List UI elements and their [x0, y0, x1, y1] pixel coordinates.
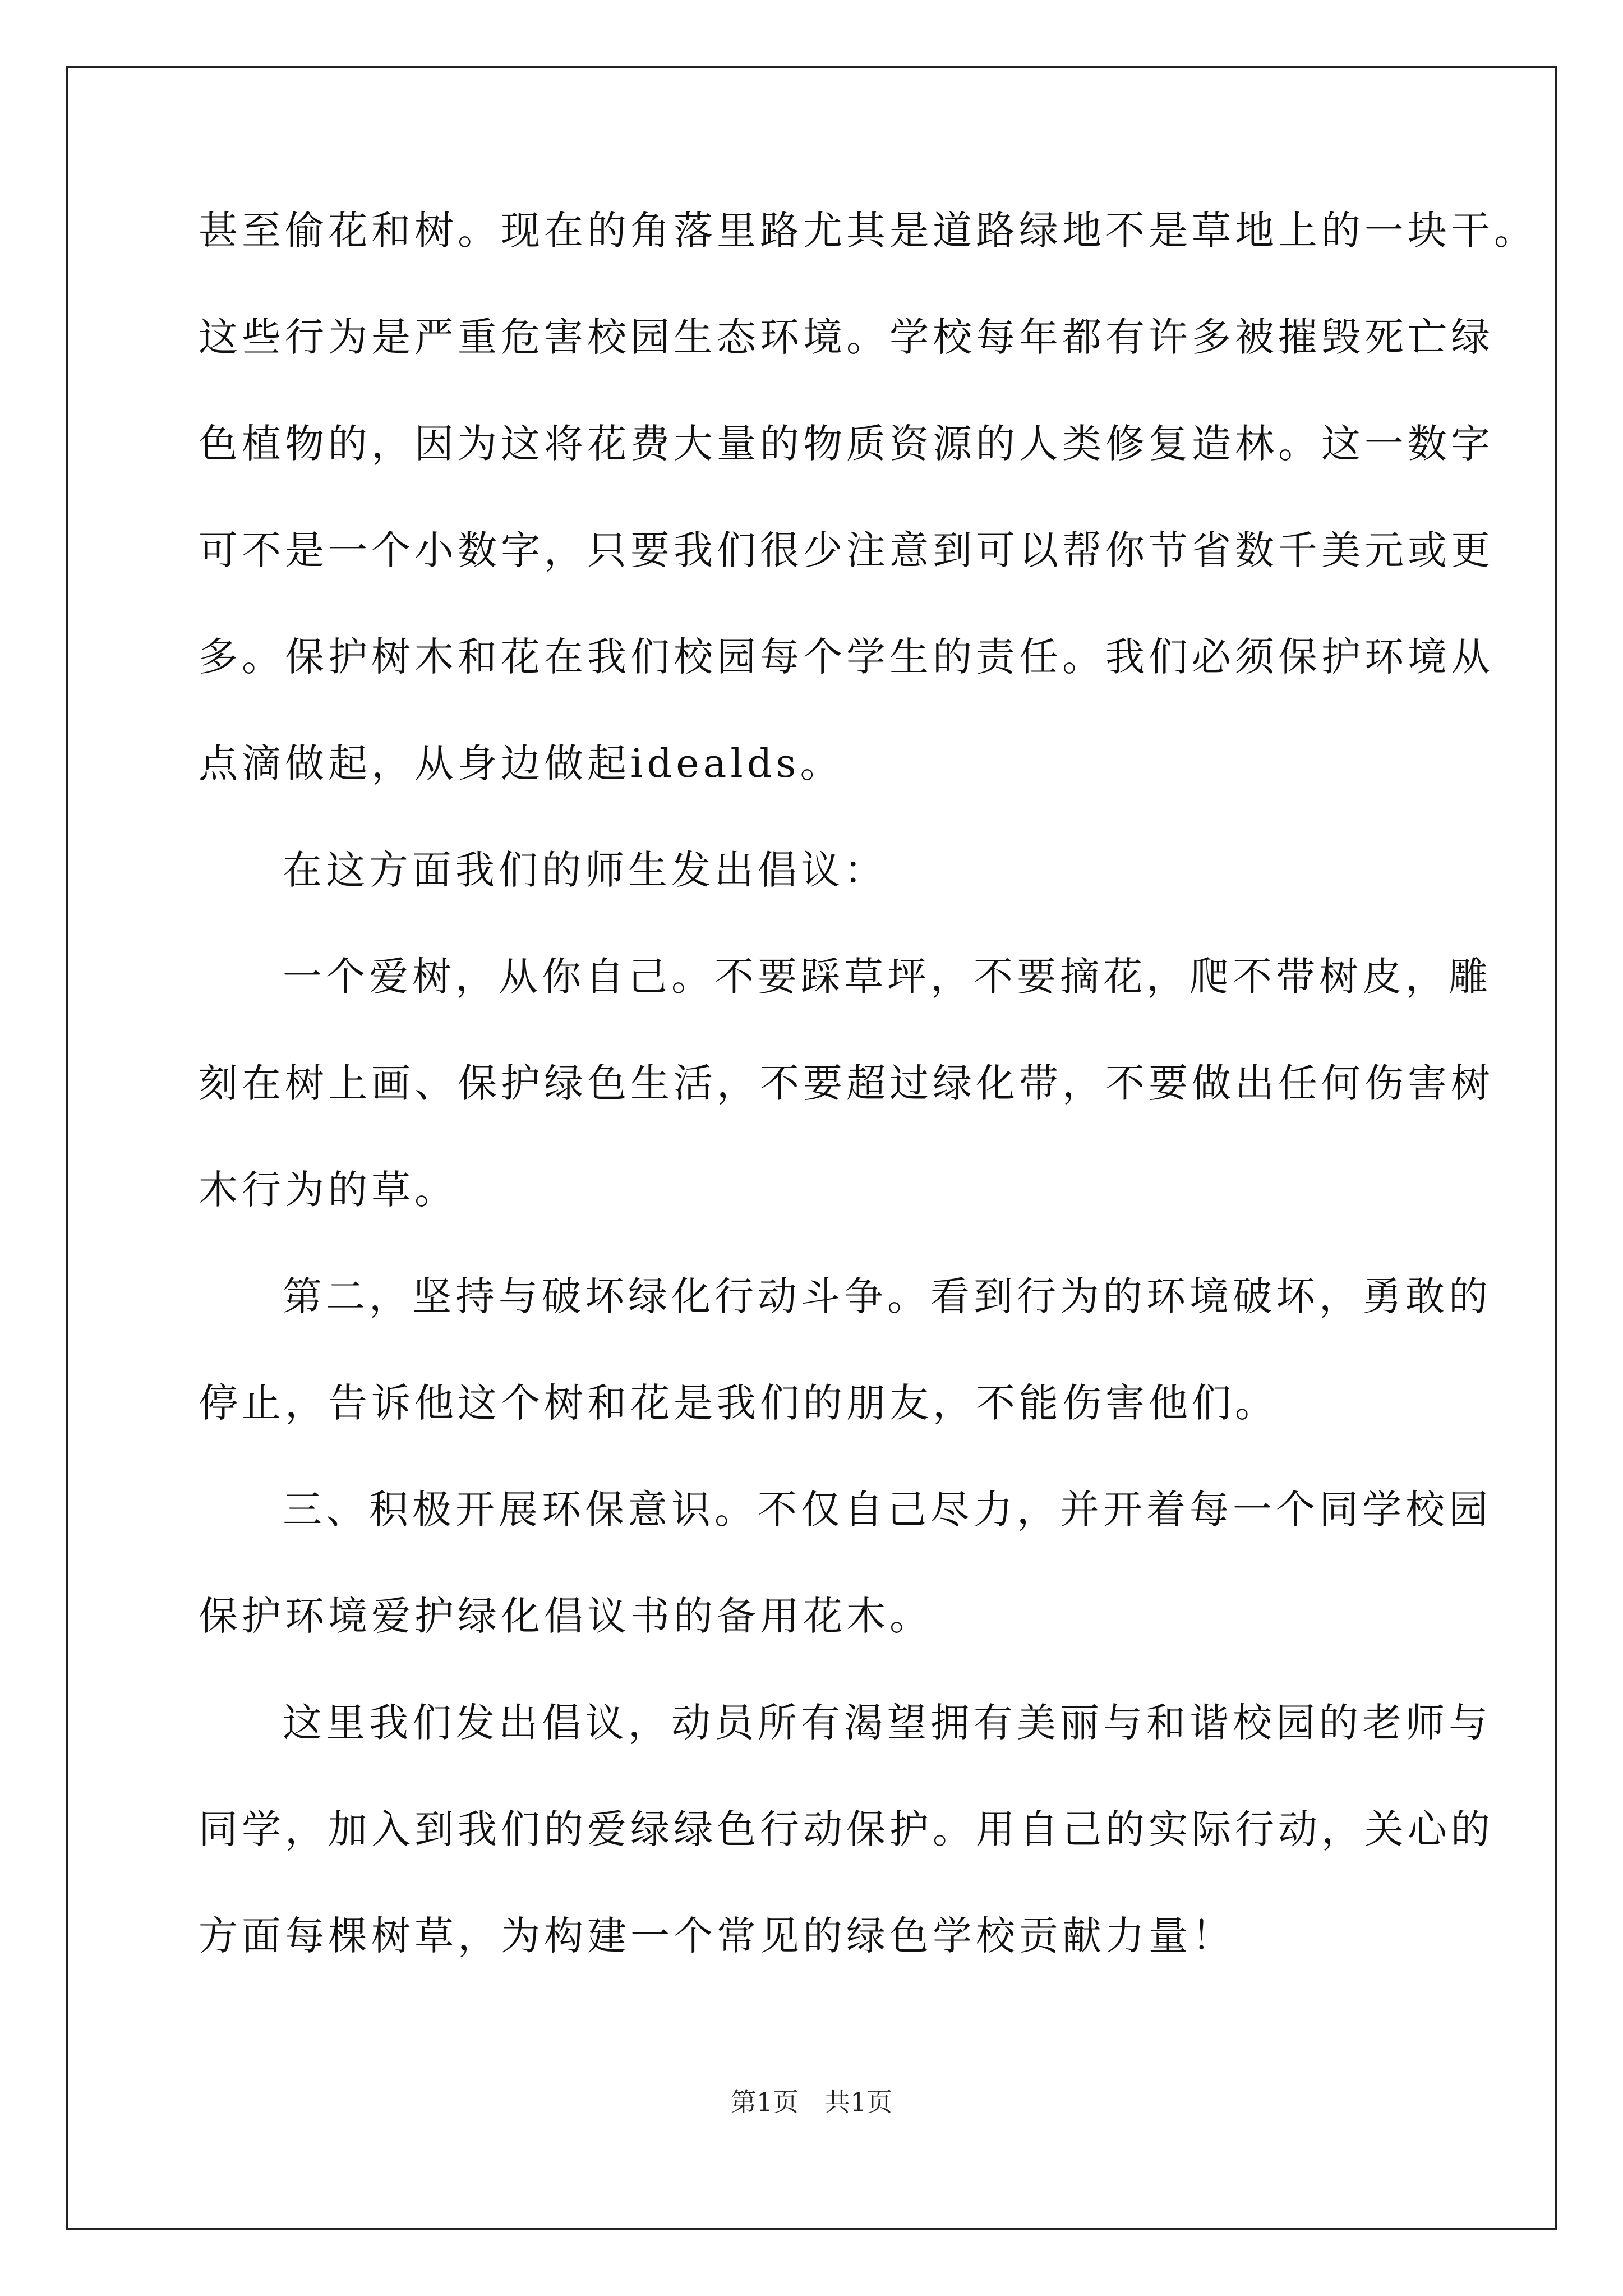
- page-number-footer: 第1页 共1页: [730, 2087, 893, 2117]
- text-line: 多。保护树木和花在我们校园每个学生的责任。我们必须保护环境从: [199, 634, 1494, 680]
- paragraph-start: 在这方面我们的师生发出倡议：: [283, 847, 887, 893]
- text-line: 甚至偷花和树。现在的角落里路尤其是道路绿地不是草地上的一块干。: [199, 208, 1537, 254]
- text-line: 木行为的草。: [199, 1167, 458, 1213]
- text-line: 色植物的，因为这将花费大量的物质资源的人类修复造林。这一数字: [199, 421, 1494, 467]
- document-body: [199, 200, 1537, 2012]
- text-line: 方面每棵树草，为构建一个常见的绿色学校贡献力量！: [199, 1913, 1235, 1959]
- text-line: 刻在树上画、保护绿色生活，不要超过绿化带，不要做出任何伤害树: [199, 1060, 1494, 1106]
- paragraph-start: 一个爱树，从你自己。不要踩草坪，不要摘花，爬不带树皮，雕: [283, 954, 1492, 1000]
- text-line: 同学，加入到我们的爱绿绿色行动保护。用自己的实际行动，关心的: [199, 1806, 1494, 1852]
- paragraph-start: 这里我们发出倡议，动员所有渴望拥有美丽与和谐校园的老师与: [283, 1700, 1492, 1746]
- text-line: 这些行为是严重危害校园生态环境。学校每年都有许多被摧毁死亡绿: [199, 314, 1494, 360]
- text-line: 可不是一个小数字，只要我们很少注意到可以帮你节省数千美元或更: [199, 527, 1494, 573]
- paragraph-start: 第二，坚持与破坏绿化行动斗争。看到行为的环境破坏，勇敢的: [283, 1273, 1492, 1319]
- text-line: 点滴做起，从身边做起idealds。: [199, 740, 843, 786]
- paragraph-start: 三、积极开展环保意识。不仅自己尽力，并开着每一个同学校园: [283, 1487, 1492, 1533]
- text-line: 保护环境爱护绿化倡议书的备用花木。: [199, 1593, 933, 1639]
- text-line: 停止，告诉他这个树和花是我们的朋友，不能伤害他们。: [199, 1380, 1278, 1426]
